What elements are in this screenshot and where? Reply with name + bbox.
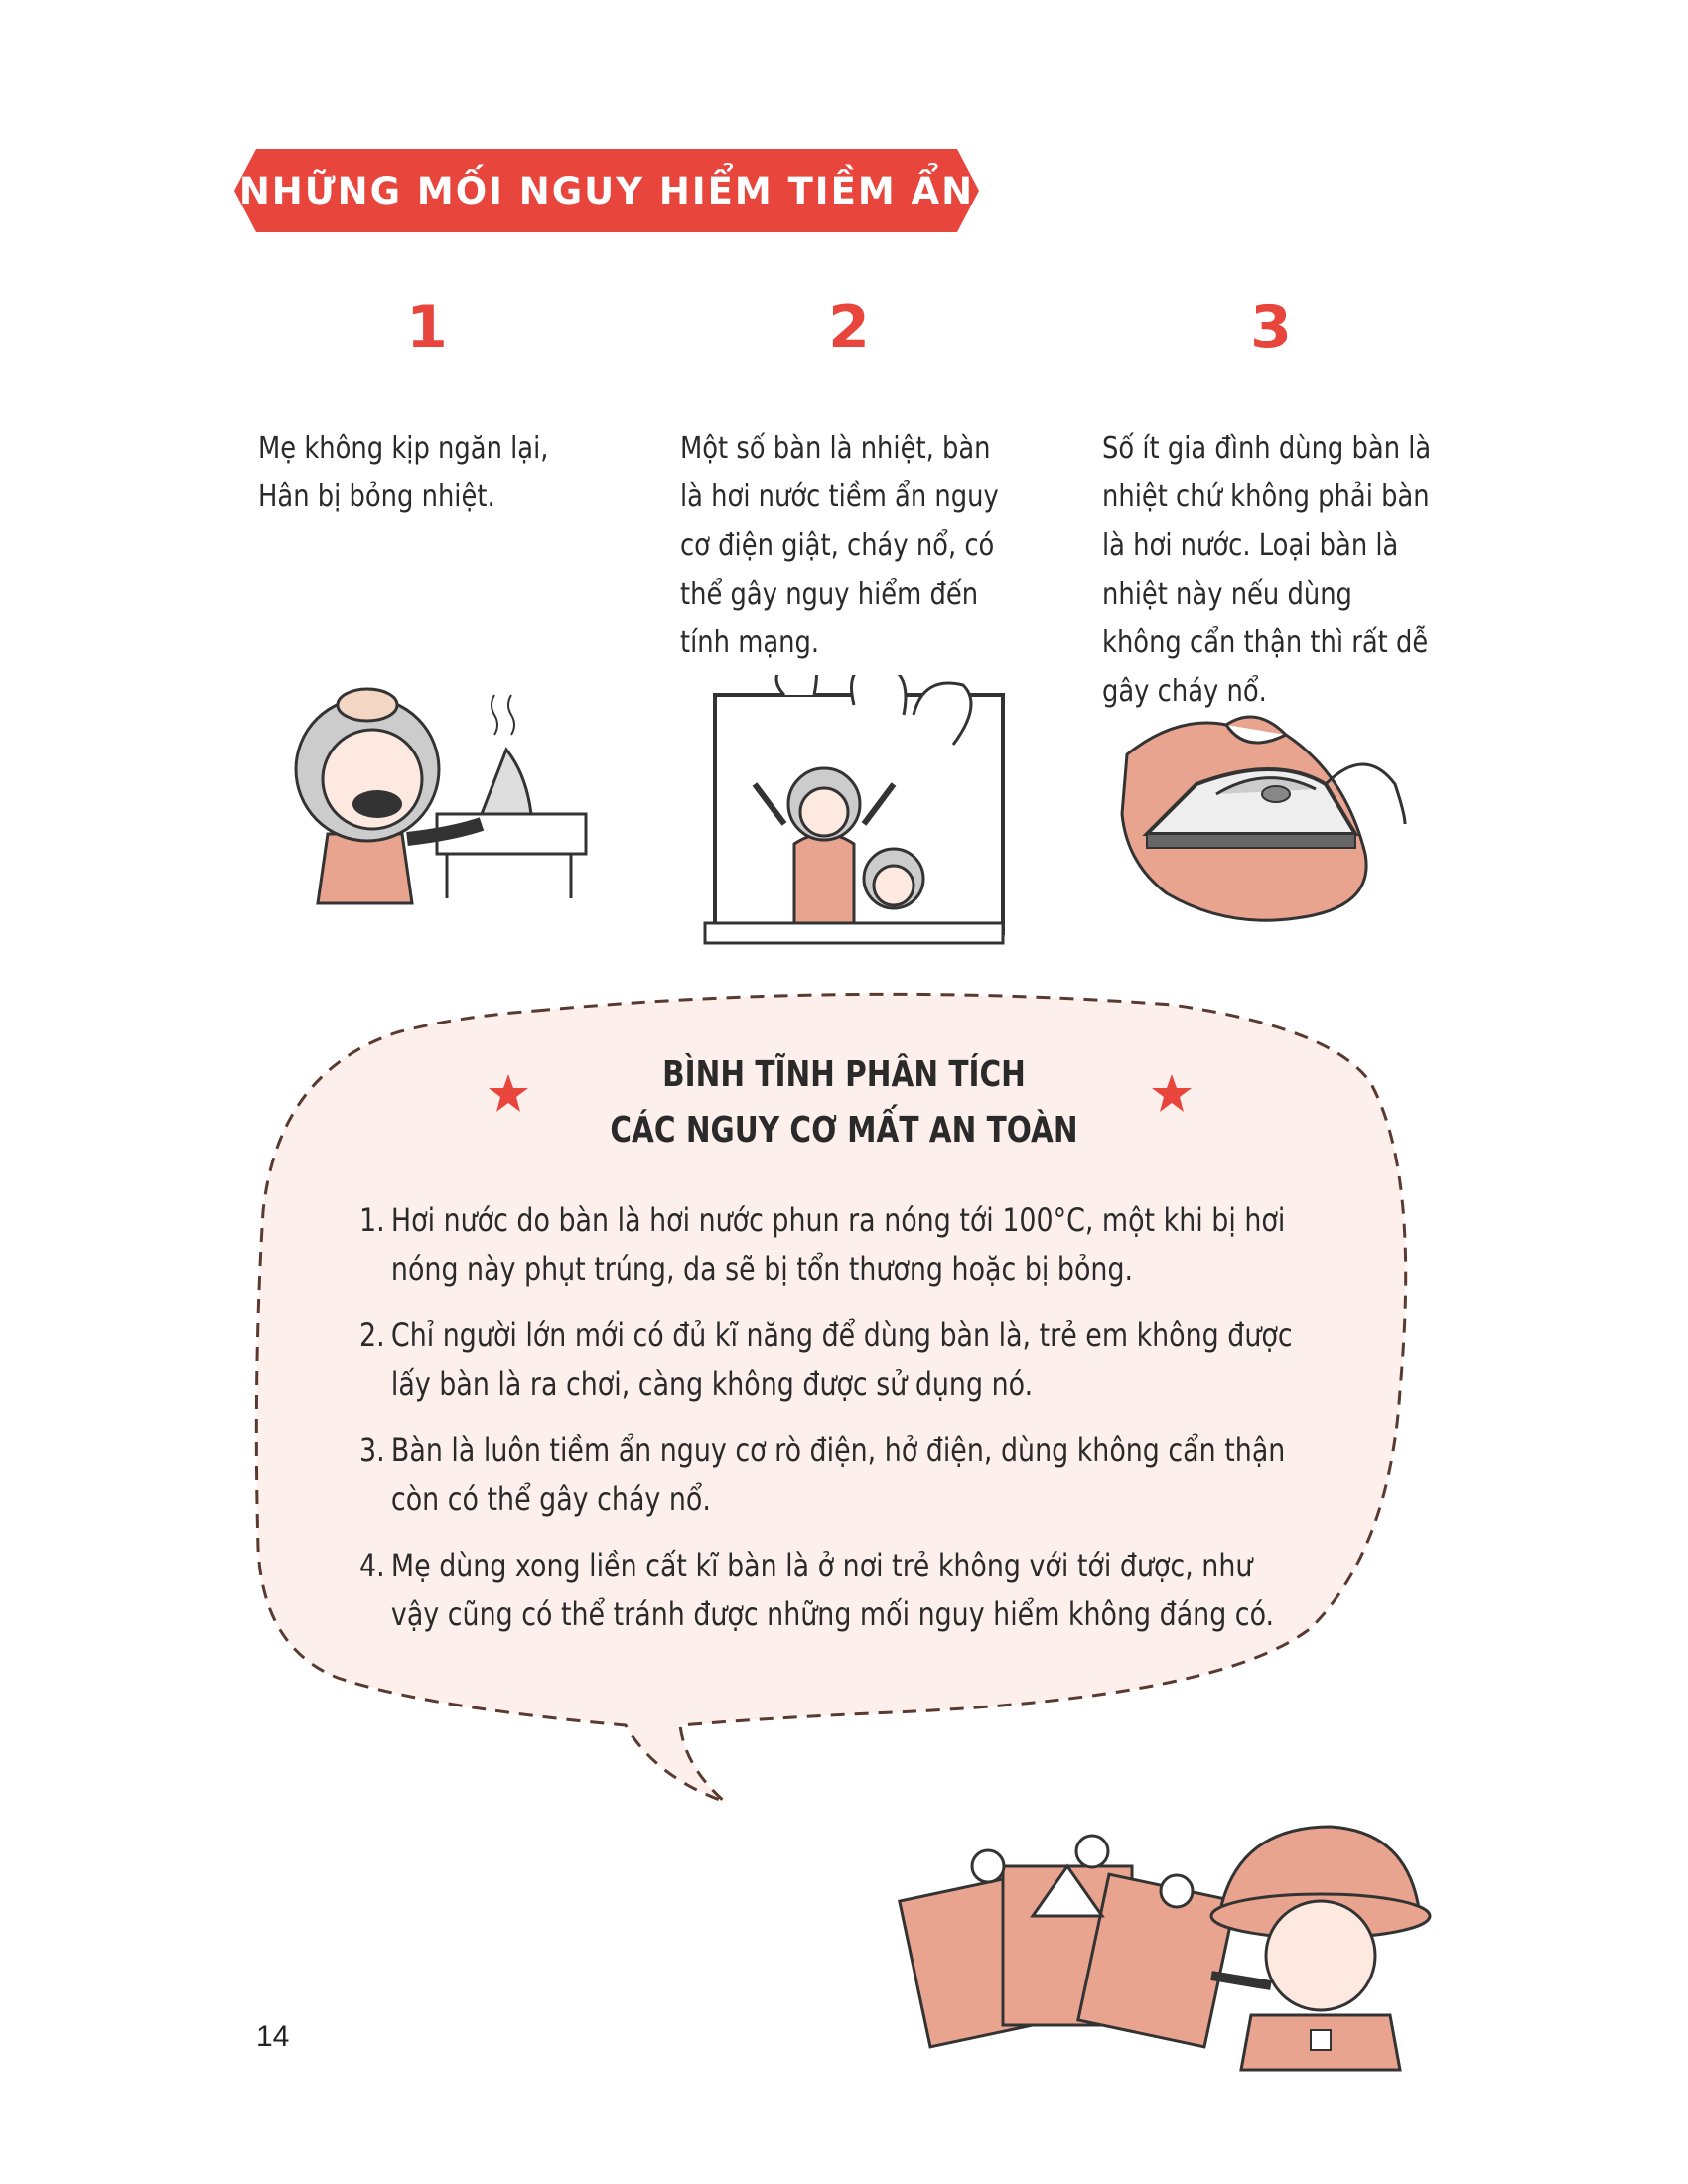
list-item-text: Hơi nước do bàn là hơi nước phun ra nóng tới 100°C, một khi bị hơi nóng này phụt trúng, da sẽ bị tổn thương hoặc bị bỏng. bbox=[390, 1201, 1286, 1288]
list-item-text: Chỉ người lớn mới có đủ kĩ năng để dùng bàn là, trẻ em không được lấy bàn là ra chơi, càng không được sử dụng nó. bbox=[390, 1316, 1293, 1403]
list-item-text: Mẹ dùng xong liền cất kĩ bàn là ở nơi trẻ không với tới được, như vậy cũng có thể tránh được những mối nguy hiểm không đáng có. bbox=[390, 1547, 1275, 1633]
list-item-number: 4. bbox=[359, 1547, 385, 1584]
analysis-title-line1: BÌNH TĨNH PHÂN TÍCH bbox=[662, 1054, 1026, 1095]
list-item-text: Bàn là luôn tiềm ẩn nguy cơ rò điện, hở điện, dùng không cẩn thận còn có thể gây cháy nổ. bbox=[390, 1432, 1286, 1518]
hazard-text: Mẹ không kịp ngăn lại, Hân bị bỏng nhiệt. bbox=[258, 431, 549, 514]
page-number: 14 bbox=[256, 2020, 290, 2053]
star-icon bbox=[1150, 1072, 1194, 1116]
list-item-number: 1. bbox=[359, 1201, 385, 1239]
analysis-title-line2: CÁC NGUY CƠ MẤT AN TOÀN bbox=[610, 1110, 1078, 1151]
list-item bbox=[359, 1427, 1306, 1524]
list-item bbox=[359, 1311, 1306, 1409]
list-item-number: 2. bbox=[359, 1316, 385, 1354]
analysis-list bbox=[359, 1196, 1352, 1657]
star-icon bbox=[487, 1072, 530, 1116]
banner-title: NHỮNG MỐI NGUY HIỂM TIỀM ẨN bbox=[238, 169, 975, 212]
hazard-number: 3 bbox=[1250, 293, 1292, 362]
hazard-text: Số ít gia đình dùng bàn là nhiệt chứ không phải bàn là hơi nước. Loại bàn là nhiệt này nếu dùng không cẩn thận thì rất dễ gây cháy nổ. bbox=[1102, 431, 1432, 709]
analysis-title bbox=[608, 1047, 1080, 1159]
list-item bbox=[359, 1542, 1306, 1639]
hazard-number: 2 bbox=[828, 293, 870, 362]
list-item bbox=[359, 1196, 1306, 1294]
hazard-number: 1 bbox=[406, 293, 448, 362]
firefighter-warning-illustration bbox=[894, 1807, 1460, 2075]
hazard-text: Một số bàn là nhiệt, bàn là hơi nước tiềm ẩn nguy cơ điện giật, cháy nổ, có thể gây nguy hiểm đến tính mạng. bbox=[680, 431, 999, 660]
list-item-number: 3. bbox=[359, 1432, 385, 1469]
